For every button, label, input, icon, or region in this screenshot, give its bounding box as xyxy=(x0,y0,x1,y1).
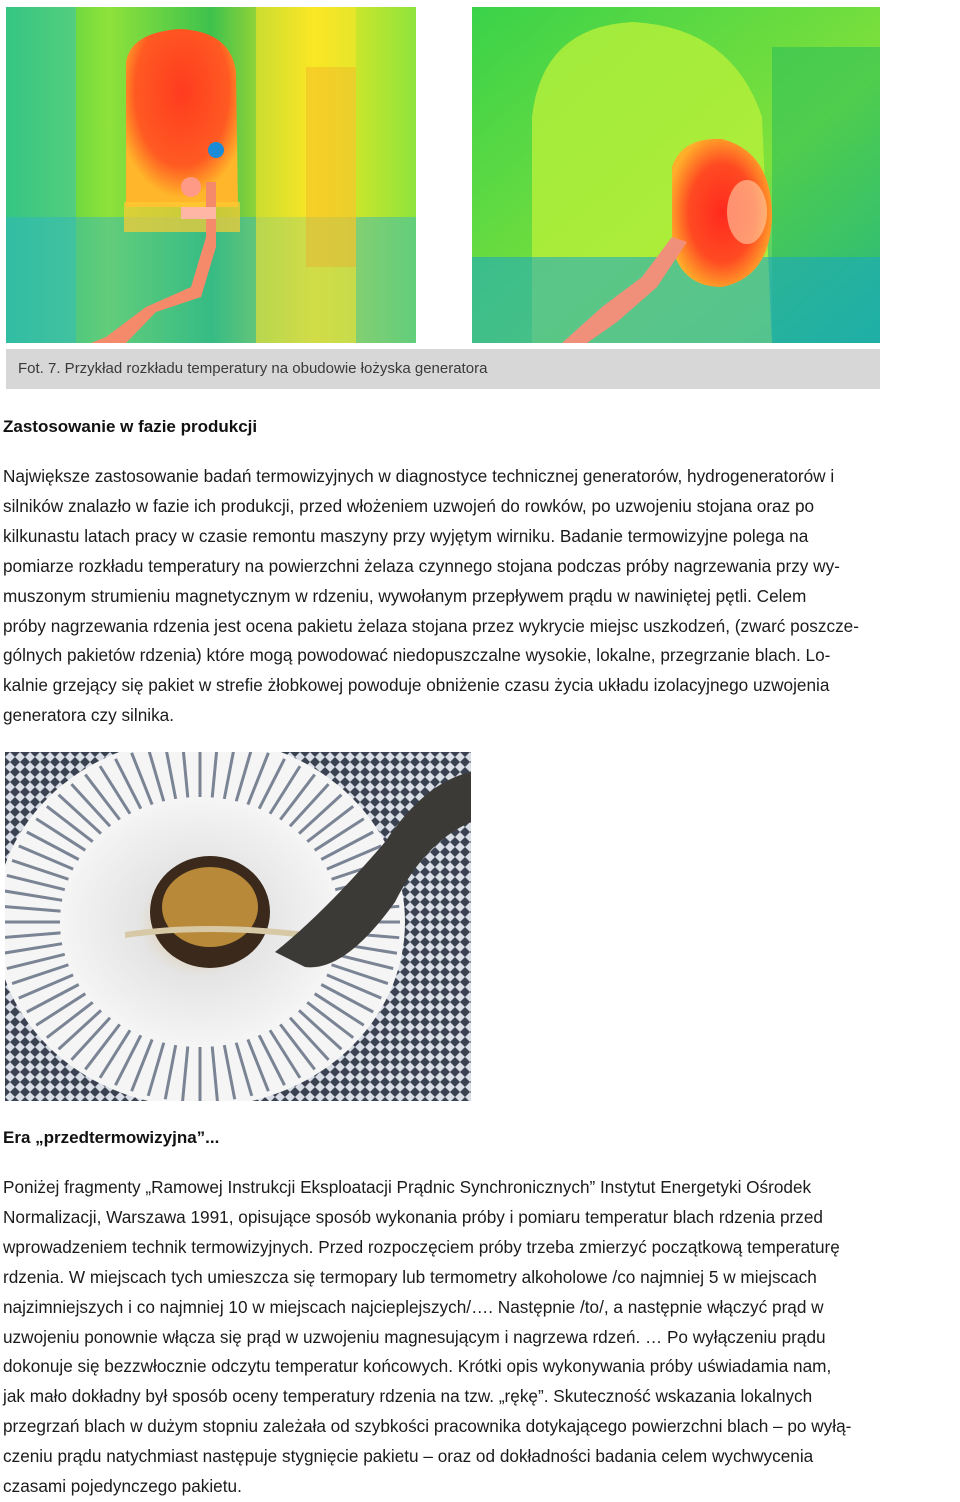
paragraph-line: wprowadzeniem technik termowizyjnych. Przed rozpoczęciem próby trzeba zmierzyć początkową temperaturę xyxy=(3,1236,840,1257)
paragraph-line: Normalizacji, Warszawa 1991, opisujące sposób wykonania próby i pomiaru temperatur blach rdzenia przed xyxy=(3,1206,823,1227)
section-heading-pre-thermal: Era „przedtermowizyjna”... xyxy=(3,1128,220,1147)
thermal-image-right xyxy=(472,7,880,343)
paragraph-line: Największe zastosowanie badań termowizyjnych w diagnostyce technicznej generatorów, hydrogeneratorów i xyxy=(3,466,835,486)
paragraph-line: jak mało dokładny był sposób oceny temperatury rdzenia na tzw. „rękę”. Skuteczność wskazania lokalnych xyxy=(3,1386,813,1407)
paragraph-line: czeniu prądu natychmiast następuje stygnięcie pakietu – oraz od dokładności badania celem wychwycenia xyxy=(3,1446,814,1467)
paragraph-line: próby nagrzewania rdzenia jest ocena pakietu żelaza stojana przez wykrycie miejsc uszkodzeń, (zwarć poszcze- xyxy=(3,615,859,636)
thermal-image-left xyxy=(6,7,416,343)
section-heading-production: Zastosowanie w fazie produkcji xyxy=(3,417,258,436)
figure-caption-bar xyxy=(6,349,880,389)
paragraph-line: kalnie grzejący się pakiet w strefie żłobkowej powoduje obniżenie czasu życia układu izolacyjnego uzwojenia xyxy=(3,675,830,696)
paragraph-line: silników znalazło w fazie ich produkcji, przed włożeniem uzwojeń do rowków, po uzwojeniu stojana oraz po xyxy=(3,495,815,516)
paragraph-line: gólnych pakietów rdzenia) które mogą powodować niedopuszczalne wysokie, lokalne, przegrzanie blach. Lo- xyxy=(3,645,831,666)
paragraph-line: Poniżej fragmenty „Ramowej Instrukcji Eksploatacji Prądnic Synchronicznych” Instytut Energetyki Ośrodek xyxy=(3,1177,812,1197)
paragraph-line: generatora czy silnika. xyxy=(3,705,175,726)
paragraph-line: pomiarze rozkładu temperatury na powierzchni żelaza czynnego stojana podczas próby nagrzewania przy wy- xyxy=(3,555,840,576)
paragraph-production xyxy=(3,462,958,731)
paragraph-line: uzwojeniu ponownie włącza się prąd w uzwojeniu magnesującym i nagrzewa rdzeń. … Po wyłączeniu prądu xyxy=(3,1326,826,1347)
paragraph-line: rdzenia. W miejscach tych umieszcza się termopary lub termometry alkoholowe /co najmniej 5 w miejscach xyxy=(3,1266,817,1287)
paragraph-line: najzimniejszych i co najmniej 10 w miejscach najcieplejszych/…. Następnie /to/, a następnie włączyć prąd w xyxy=(3,1296,824,1317)
paragraph-line: kilkunastu latach pracy w czasie remontu maszyny przy wyjętym wirniku. Badanie termowizyjne polega na xyxy=(3,525,809,546)
paragraph-pre-thermal xyxy=(3,1173,958,1502)
figure-caption: Fot. 7. Przykład rozkładu temperatury na obudowie łożyska generatora xyxy=(18,360,488,377)
paragraph-line: czasami pojedynczego pakietu. xyxy=(3,1476,242,1497)
paragraph-line: muszonym strumieniu magnetycznym w rdzeniu, wywołanym przepływem prądu w nawiniętej pętli. Celem xyxy=(3,585,807,606)
paragraph-line: przegrzań blach w dużym stopniu zależała od szybkości pracownika dotykającego powierzchni blach – po wyłą- xyxy=(3,1416,852,1437)
stator-core-photo xyxy=(5,752,471,1101)
paragraph-line: dokonuje się bezzwłocznie odczytu temperatur końcowych. Krótki opis wykonywania próby uświadamia nam, xyxy=(3,1356,832,1377)
